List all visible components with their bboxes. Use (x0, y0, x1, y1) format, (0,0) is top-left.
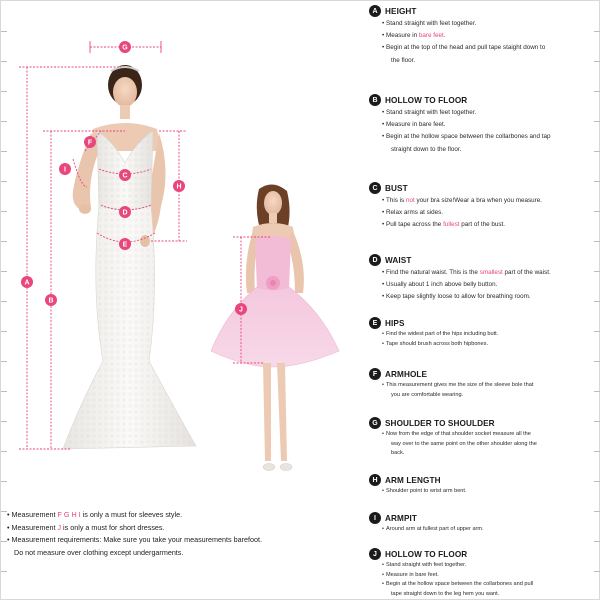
highlight-text: bare feet. (418, 32, 446, 40)
section-d (369, 253, 597, 304)
svg-text:H: H (176, 183, 182, 191)
svg-text:J: J (239, 306, 243, 314)
section-title: HOLLOW TO FLOOR (385, 95, 468, 105)
letter-badge: J (369, 548, 381, 560)
marker-a (21, 276, 33, 288)
text-run: part of the bust. (459, 221, 506, 229)
svg-text:G: G (122, 44, 128, 52)
bullet-glyph: • (7, 510, 12, 519)
bullet-glyph: • (7, 522, 12, 532)
ruler-tick (1, 571, 7, 572)
letter-badge: A (369, 5, 381, 17)
bullet-line (369, 195, 597, 207)
text-run: Find the natural waist. This is the (386, 269, 480, 276)
section-g (369, 416, 597, 459)
section-c (369, 181, 597, 232)
bullet-line (369, 267, 597, 279)
text-run: Tape should brush across both hipbones. (386, 340, 488, 347)
bullet-line (369, 340, 597, 350)
svg-text:B: B (48, 297, 54, 305)
bullet-continuation: you are comfortable wearing. (391, 391, 464, 398)
section-title: HEIGHT (385, 6, 417, 16)
text-run: Measure in bare feet. (386, 121, 446, 129)
bullet-line (369, 219, 597, 231)
highlight-text: not (405, 197, 415, 204)
text-run: Keep tape slightly loose to allow for breathing room. (386, 293, 531, 301)
section-header (369, 367, 597, 381)
section-header (369, 511, 597, 525)
section-header (369, 473, 597, 487)
section-header (369, 316, 597, 330)
bullet-line (369, 131, 597, 143)
bride-model (63, 65, 196, 449)
letter-badge: F (369, 368, 381, 380)
svg-text:D: D (122, 209, 128, 217)
text-run: Begin at the hollow space between the collarbones and tap (386, 133, 551, 141)
text-run: Begin at the top of the head and pull tape staight down to (386, 44, 546, 52)
note-line (7, 534, 347, 547)
text-run: Shoulder point to wrist arm bent. (386, 488, 467, 494)
letter-badge: E (369, 317, 381, 329)
models-figure (1, 1, 361, 501)
letter-badge: G (369, 417, 381, 429)
bullet-continuation: back. (391, 450, 405, 457)
svg-text:F: F (87, 139, 93, 147)
note-line (7, 509, 347, 522)
section-header (369, 93, 597, 107)
marker-c (119, 169, 131, 181)
bullet-line (369, 487, 597, 497)
marker-f (84, 136, 96, 148)
bullet-continuation: straight down to the floor. (391, 145, 462, 153)
letter-badge: D (369, 254, 381, 266)
text-run: Measure in (386, 32, 419, 40)
highlight-text: J (57, 522, 62, 532)
bullet-glyph: • (7, 535, 12, 544)
instructions-column (369, 1, 597, 600)
svg-text:A: A (24, 279, 30, 287)
bullet-line (369, 381, 597, 391)
section-header (369, 253, 597, 267)
section-header (369, 547, 597, 561)
text-run: Stand straight with feet together. (386, 20, 477, 27)
bullet-continuation: way over to the same point on the other shoulder along the (391, 440, 537, 447)
text-run: Now from the edge of that shoulder socket measure all the (386, 431, 531, 437)
text-run: Begin at the hollow space between the collarbones and pull (386, 581, 534, 588)
svg-text:I: I (64, 166, 66, 174)
text-run: Around arm at fullest part of upper arm. (386, 526, 484, 532)
section-title: HIPS (385, 318, 405, 328)
bullet-line (369, 119, 597, 131)
text-run: Measurement (11, 510, 58, 519)
section-title: HOLLOW TO FLOOR (385, 549, 468, 559)
bullet-line (369, 571, 597, 581)
section-j (369, 547, 597, 599)
section-header (369, 4, 597, 18)
bullet-line (369, 107, 597, 119)
bullet-line (369, 279, 597, 291)
bullet-line (369, 330, 597, 340)
text-run: Measurement requirements: Make sure you take your measurements barefoot. (11, 535, 262, 544)
text-run: Find the widest part of the hips including butt. (386, 331, 499, 337)
svg-text:C: C (122, 172, 128, 180)
marker-b (45, 294, 57, 306)
bullet-line (369, 561, 597, 571)
text-run: This is (386, 197, 406, 204)
highlight-text: smallest (479, 269, 503, 276)
marker-e (119, 238, 131, 250)
note-line (7, 522, 347, 535)
text-run: Measurement (11, 522, 58, 532)
bullet-line (369, 207, 597, 219)
bullet-line (369, 291, 597, 303)
section-header (369, 181, 597, 195)
bullet-continuation: tape straight down to the leg hem you want. (391, 590, 500, 597)
section-h (369, 473, 597, 497)
section-title: ARMPIT (385, 513, 417, 523)
section-header (369, 416, 597, 430)
bullet-line (369, 42, 597, 54)
measurement-notes (7, 509, 347, 559)
letter-badge: H (369, 474, 381, 486)
bullet-line (369, 30, 597, 42)
text-run: your bra size!Wear a bra when you measure. (414, 197, 543, 204)
highlight-text: fullest (443, 221, 460, 229)
letter-badge: B (369, 94, 381, 106)
section-title: BUST (385, 183, 408, 193)
section-b (369, 93, 597, 156)
text-run: is only a must for short dresses. (61, 522, 165, 532)
text-run: Pull tape across the (386, 221, 444, 229)
highlight-text: F G H I (57, 510, 81, 519)
letter-badge: C (369, 182, 381, 194)
bullet-line (369, 18, 597, 30)
text-run: is only a must for sleeves style. (80, 510, 183, 519)
svg-text:E: E (122, 241, 128, 249)
section-f (369, 367, 597, 400)
marker-j (235, 303, 247, 315)
bullet-line (369, 580, 597, 590)
bullet-line (369, 525, 597, 535)
text-run: This measurement gives me the size of the sleeve bole that (386, 382, 534, 388)
note-line (7, 547, 347, 560)
section-a (369, 4, 597, 67)
marker-i (59, 163, 71, 175)
letter-badge: I (369, 512, 381, 524)
section-title: ARMHOLE (385, 369, 428, 379)
marker-h (173, 180, 185, 192)
text-run: Measure in bare feet. (386, 571, 439, 578)
measurement-illustration (1, 1, 361, 501)
text-run: Usually about 1 inch above belly button. (386, 281, 498, 289)
marker-d (119, 206, 131, 218)
short-dress-model (211, 184, 339, 470)
text-run: Do not measure over clothing except undergarments. (14, 547, 184, 557)
section-e (369, 316, 597, 349)
text-run: Relax arms at sides. (386, 209, 444, 217)
section-title: SHOULDER TO SHOULDER (385, 418, 495, 428)
section-i (369, 511, 597, 535)
marker-g (119, 41, 131, 53)
section-title: WAIST (385, 255, 412, 265)
bullet-continuation: the floor. (391, 56, 416, 64)
text-run: Stand straight with feet together. (386, 562, 467, 568)
text-run: Stand straight with feet together. (386, 109, 477, 116)
text-run: part of the waist. (502, 269, 551, 276)
bullet-line (369, 430, 597, 440)
section-title: ARM LENGTH (385, 475, 441, 485)
